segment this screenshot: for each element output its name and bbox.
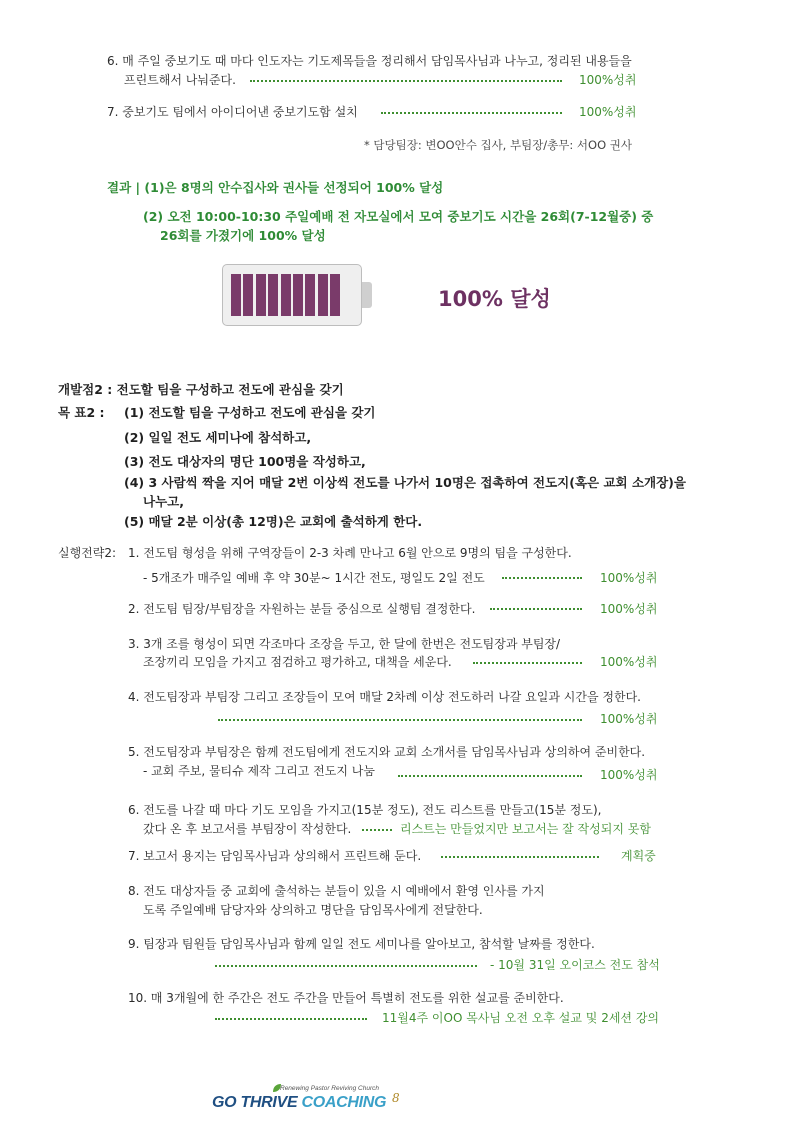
battery-cell bbox=[243, 274, 253, 316]
goal-label: 목 표2 : bbox=[58, 405, 105, 420]
strategy-item-6-line1: 6. 전도를 나갈 때 마다 기도 모임을 가지고(15분 정도), 전도 리스트를 만들고(15분 정도), bbox=[128, 803, 602, 817]
status-strategy-5: 100%성취 bbox=[600, 768, 658, 782]
leader-dots bbox=[215, 965, 477, 967]
battery-cell bbox=[330, 274, 340, 316]
status-strategy-1: 100%성취 bbox=[600, 571, 658, 585]
battery-cell bbox=[305, 274, 315, 316]
battery-cell bbox=[231, 274, 241, 316]
leader-dots bbox=[502, 577, 582, 579]
leader-dots bbox=[381, 112, 562, 114]
goal-3: (3) 전도 대상자의 명단 100명을 작성하고, bbox=[124, 454, 366, 469]
battery-cell bbox=[318, 274, 328, 316]
go-thrive-coaching-logo bbox=[212, 1094, 386, 1112]
result-line2: (2) 오전 10:00-10:30 주일예배 전 자모실에서 모여 중보기도 시간을 26회(7-12월중) 중 bbox=[143, 209, 654, 224]
strategy-item-8-line2: 도록 주일예배 담당자와 상의하고 명단을 담임목사에게 전달한다. bbox=[143, 903, 483, 917]
strategy-item-5-line1: 5. 전도팀장과 부팀장은 함께 전도팀에게 전도지와 교회 소개서를 담임목사님과 상의하여 준비한다. bbox=[128, 745, 646, 759]
battery-cell bbox=[293, 274, 303, 316]
strategy-item-1-line2: - 5개조가 매주일 예배 후 약 30분~ 1시간 전도, 평일도 2일 전도 bbox=[143, 571, 485, 585]
strategy-item-8-line1: 8. 전도 대상자들 중 교회에 출석하는 분들이 있을 시 예배에서 환영 인사를 가지 bbox=[128, 884, 545, 898]
leader-dots bbox=[250, 80, 562, 82]
footer-tagline: Renewing Pastor Reviving Church bbox=[280, 1085, 379, 1092]
strategy-item-5-line2: - 교회 주보, 물티슈 제작 그리고 전도지 나눔 bbox=[143, 764, 375, 778]
status-item-6: 100%성취 bbox=[579, 73, 637, 87]
status-strategy-6: 리스트는 만들었지만 보고서는 잘 작성되지 못함 bbox=[400, 822, 651, 836]
strategy-item-9-line1: 9. 팀장과 팀원들 담임목사님과 함께 일일 전도 세미나를 알아보고, 참석할 날짜를 정한다. bbox=[128, 937, 595, 951]
item-6-line2: 프린트해서 나눠준다. bbox=[124, 73, 236, 87]
development-area: 개발점2 : 전도할 팀을 구성하고 전도에 관심을 갖기 bbox=[58, 382, 344, 397]
logo-go: GO bbox=[212, 1094, 237, 1111]
battery-cell bbox=[256, 274, 266, 316]
item-7-line1: 7. 중보기도 팀에서 아이디어낸 중보기도함 설치 bbox=[107, 105, 358, 119]
leader-dots bbox=[362, 829, 392, 831]
status-strategy-9: - 10월 31일 오이코스 전도 참석 bbox=[490, 958, 660, 972]
leader-dots bbox=[441, 856, 599, 858]
status-strategy-10: 11월4주 이OO 목사님 오전 오후 설교 및 2세션 강의 bbox=[382, 1011, 660, 1025]
achievement-label: 100% 달성 bbox=[438, 287, 551, 311]
logo-thrive: THRIVE bbox=[240, 1094, 298, 1111]
status-strategy-2: 100%성취 bbox=[600, 602, 658, 616]
item-6-line1: 6. 매 주일 중보기도 때 마다 인도자는 기도제목들을 정리해서 담임목사님과 나누고, 정리된 내용들을 bbox=[107, 54, 632, 68]
strategy-label: 실행전략2: bbox=[58, 546, 117, 560]
result-line3: 26회를 가졌기에 100% 달성 bbox=[160, 228, 326, 243]
status-item-7: 100%성취 bbox=[579, 105, 637, 119]
team-note: * 담당팀장: 변OO안수 집사, 부팀장/총무: 서OO 권사 bbox=[364, 138, 633, 152]
strategy-item-7-line1: 7. 보고서 용지는 담임목사님과 상의해서 프린트해 둔다. bbox=[128, 849, 422, 863]
strategy-item-4-line1: 4. 전도팀장과 부팀장 그리고 조장들이 모여 매달 2차례 이상 전도하러 나갈 요일과 시간을 정한다. bbox=[128, 690, 641, 704]
leader-dots bbox=[490, 608, 582, 610]
battery-tip bbox=[362, 282, 372, 308]
leader-dots bbox=[218, 719, 582, 721]
battery-graphic bbox=[222, 264, 362, 326]
status-strategy-3: 100%성취 bbox=[600, 655, 658, 669]
strategy-item-3-line2: 조장끼리 모임을 가지고 점검하고 평가하고, 대책을 세운다. bbox=[143, 655, 452, 669]
leader-dots bbox=[398, 775, 582, 777]
goal-4-cont: 나누고, bbox=[143, 494, 184, 509]
logo-coaching: COACHING bbox=[301, 1094, 387, 1111]
battery-cell bbox=[281, 274, 291, 316]
strategy-item-6-line2: 갔다 온 후 보고서를 부팀장이 작성한다. bbox=[143, 822, 352, 836]
leader-dots bbox=[215, 1018, 367, 1020]
goal-5: (5) 매달 2분 이상(총 12명)은 교회에 출석하게 한다. bbox=[124, 514, 423, 529]
status-strategy-4: 100%성취 bbox=[600, 712, 658, 726]
page-number: 8 bbox=[392, 1091, 400, 1105]
strategy-item-3-line1: 3. 3개 조를 형성이 되면 각조마다 조장을 두고, 한 달에 한번은 전도팀장과 부팀장/ bbox=[128, 637, 561, 651]
goal-4: (4) 3 사람씩 짝을 지어 매달 2번 이상씩 전도를 나가서 10명은 접촉하여 전도지(혹은 교회 소개장)을 bbox=[124, 475, 686, 490]
goal-2: (2) 일일 전도 세미나에 참석하고, bbox=[124, 430, 312, 445]
goal-1: (1) 전도할 팀을 구성하고 전도에 관심을 갖기 bbox=[124, 405, 376, 420]
strategy-item-10-line1: 10. 매 3개월에 한 주간은 전도 주간을 만들어 특별히 전도를 위한 설교를 준비한다. bbox=[128, 991, 564, 1005]
strategy-item-1-line1: 1. 전도팀 형성을 위해 구역장들이 2-3 차례 만나고 6월 안으로 9명의 팀을 구성한다. bbox=[128, 546, 572, 560]
result-line1: 결과 | (1)은 8명의 안수집사와 권사들 선정되어 100% 달성 bbox=[107, 180, 444, 195]
battery-cell bbox=[268, 274, 278, 316]
leader-dots bbox=[473, 662, 582, 664]
strategy-item-2-line1: 2. 전도팀 팀장/부팀장을 자원하는 분들 중심으로 실행팀 결정한다. bbox=[128, 602, 476, 616]
status-strategy-7: 계획중 bbox=[621, 849, 656, 863]
